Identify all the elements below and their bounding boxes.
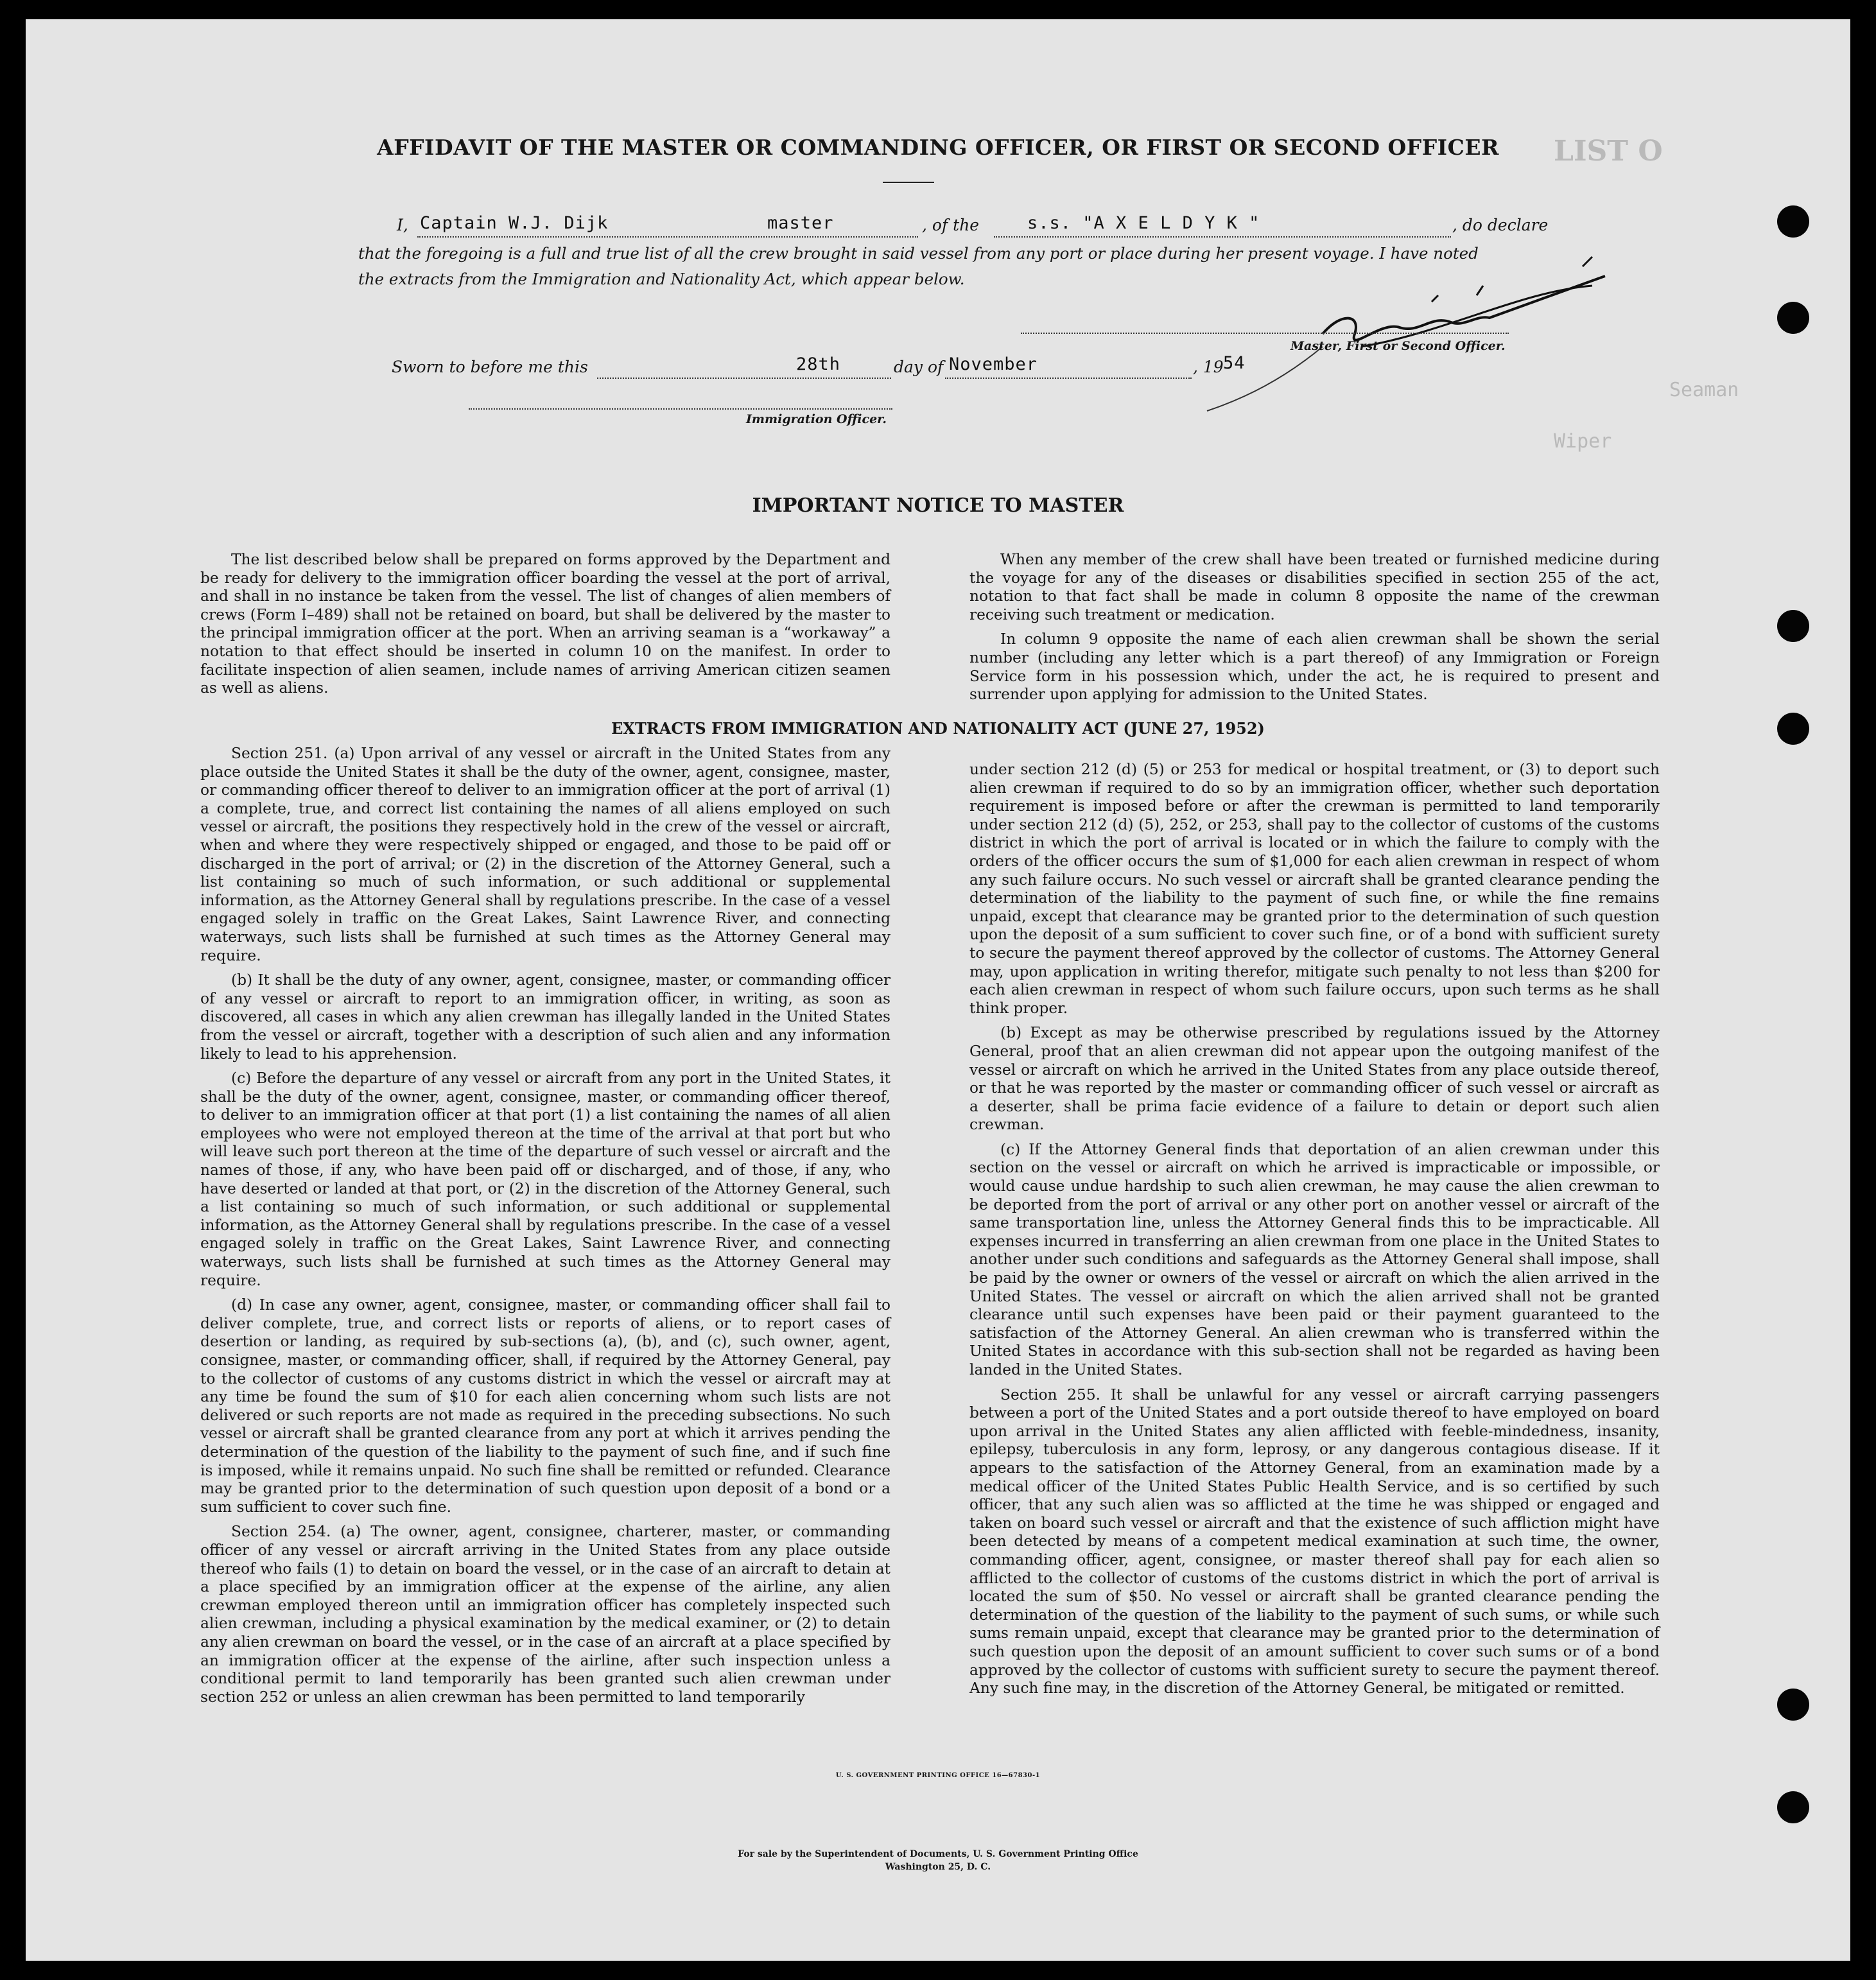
signature-caption: Master, First or Second Officer. <box>1290 339 1506 353</box>
affidavit-line1-prefix: I, <box>397 216 408 234</box>
officer-dotted-line <box>469 408 892 410</box>
year-prefix: , 19 <box>1193 358 1224 376</box>
extracts-right-column <box>969 761 1660 1705</box>
notice-right-column <box>969 551 1660 711</box>
affidavit-title: AFFIDAVIT OF THE MASTER OR COMMANDING OFFICER, OR FIRST OR SECOND OFFICER <box>377 135 1499 160</box>
sale-line-1: For sale by the Superintendent of Documents, U. S. Government Printing Office <box>738 1849 1138 1859</box>
notice-paragraph: In column 9 opposite the name of each alien crewman shall be shown the serial number (including any letter which is a part thereof) of any Immigration or Foreign Service form in his possession which, under the act, he is required to present and surrender upon applying for admission to the United States. <box>969 630 1660 704</box>
of-the-label: , of the <box>922 216 980 234</box>
section-paragraph: (c) If the Attorney General finds that deportation of an alien crewman under this section on the vessel or aircraft on which he arrived is impracticable or impossible, or would cause undue hardship to such alien crewman, he may cause the alien crewman to be deported from the port of arrival or any other port on another vessel or aircraft of the same transportation line, unless the Attorney General finds this to be impracticable. All expenses incurred in transferring an alien crewman from one place in the United States to another under such conditions and safeguards as the Attorney General shall impose, shall be paid by the owner or owners of the vessel or aircraft on which the alien arrived in the United States. The vessel or aircraft on which the alien arrived shall not be granted clearance until such expenses have been paid or their payment guaranteed to the satisfaction of the Attorney General. An alien crewman who is transferred within the United States in accordance with this sub-section shall not be regarded as having been landed in the United States. <box>969 1140 1660 1378</box>
notice-paragraph: The list described below shall be prepared on forms approved by the Department and be ready for delivery to the immigration officer boarding the vessel at the port of arrival, and shall in no instance be taken from the vessel. The list of changes of alien members of crews (Form I–489) shall not be retained on board, but shall be delivered by the master to the principal immigration officer at the port. When an arriving seaman is a “workaway” a notation to that effect should be inserted in column 10 on the manifest. In order to facilitate inspection of alien seamen, include names of arriving American citizen seamen as well as aliens. <box>200 551 890 697</box>
section-paragraph: (b) Except as may be otherwise prescribed by regulations issued by the Attorney General, proof that an alien crewman did not appear upon the outgoing manifest of the vessel or aircraft on which he arrived in the United States from any place outside thereof, or that he was reported by the master or commanding officer of such vessel or aircraft as a deserter, shall be prima facie evidence of a failure to detain or deport such alien crewman. <box>969 1024 1660 1134</box>
day-dotted-line <box>597 378 891 379</box>
extracts-left-column <box>200 745 890 1713</box>
master-signature <box>1130 250 1656 417</box>
sworn-year: 54 <box>1223 353 1246 373</box>
section-paragraph: Section 254. (a) The owner, agent, consignee, charterer, master, or commanding officer of any vessel or aircraft arriving in the United States from any place outside thereof who fails (1) to detain on board the vessel, or in the case of an aircraft to detain at a place specified by an immigration officer at the expense of the airline, any alien crewman employed thereon until an immigration officer has completely inspected such alien crewman, including a physical examination by the medical examiner, or (2) to detain any alien crewman on board the vessel, or in the case of an aircraft at a place specified by an immigration officer at the expense of the airline, after such inspection unless a conditional permit to land temporarily has been granted such alien crewman under section 252 or unless an alien crewman has been permitted to land temporarily <box>200 1523 890 1706</box>
bleed-through-mark: Wiper <box>1554 430 1612 453</box>
sworn-day: 28th <box>796 354 841 374</box>
gpo-imprint: U. S. GOVERNMENT PRINTING OFFICE 16—67830-1 <box>835 1772 1041 1779</box>
section-paragraph: (c) Before the departure of any vessel or aircraft from any port in the United States, it shall be the duty of the owner, agent, consignee, master, or commanding officer thereof, to deliver to an immigration officer at that port (1) a list containing the names of all alien employees who were not employed thereon at the time of the arrival at that port but who will leave such port thereon at the time of the departure of such vessel or aircraft and the names of those, if any, who have been paid off or discharged, and of those, if any, who have deserted or landed at that port, or (2) in the discretion of the Attorney General, such a list containing so much of such information, or such additional or supplemental information, as the Attorney General shall by regulations prescribe. In the case of a vessel engaged solely in traffic on the Great Lakes, Saint Lawrence River, and connecting waterways, such lists shall be furnished at such times as the Attorney General may require. <box>200 1070 890 1289</box>
day-of-label: day of <box>894 358 944 376</box>
section-paragraph: Section 251. (a) Upon arrival of any vessel or aircraft in the United States from any place outside the United States it shall be the duty of the owner, agent, consignee, master, or commanding officer thereof to deliver to an immigration officer at the port of arrival (1) a complete, true, and correct list containing the names of all aliens employed on such vessel or aircraft, the positions they respectively hold in the crew of the vessel or aircraft, when and where they were respectively shipped or engaged, and those to be paid off or discharged in the port of arrival; or (2) in the discretion of the Attorney General, such a list containing so much of such information, or such additional or supplemental information, as the Attorney General shall by regulations prescribe. In the case of a vessel engaged solely in traffic on the Great Lakes, Saint Lawrence River, and connecting waterways, such lists shall be furnished at such times as the Attorney General may require. <box>200 745 890 964</box>
affidavit-line2: that the foregoing is a full and true list of all the crew brought in said vessel from any port or place during her present voyage. I have noted <box>358 244 1479 263</box>
scanned-document-page <box>26 19 1850 1961</box>
master-name: Captain W.J. Dijk <box>420 213 609 233</box>
section-paragraph: under section 212 (d) (5) or 253 for medical or hospital treatment, or (3) to deport such alien crewman if required to do so by an immigration officer, whether such deportation requirement is imposed before or after the crewman is permitted to land temporarily under section 212 (d) (5), 252, or 253, shall pay to the collector of customs of the customs district in which the port of arrival is located or in which the failure to comply with the orders of the officer occurs the sum of $1,000 for each alien crewman in respect of whom any such failure occurs. No such vessel or aircraft shall be granted clearance pending the determination of the liability to the payment of such fine, or while the fine remains unpaid, except that clearance may be granted prior to the determination of such question upon the deposit of a sum sufficient to cover such fine, or of a bond with sufficient surety to secure the payment thereof approved by the collector of customs. The Attorney General may, upon application in writing therefor, mitigate such penalty to not less than $200 for each alien crewman in respect of whom such failure occurs, upon such terms as he shall think proper. <box>969 761 1660 1017</box>
sale-line-2: Washington 25, D. C. <box>885 1862 991 1872</box>
month-dotted-line <box>945 378 1192 379</box>
bleed-through-mark: LIST O <box>1554 135 1663 168</box>
signature-dotted-line <box>1021 333 1509 334</box>
master-rank: master <box>767 213 834 233</box>
binder-hole <box>1777 1689 1809 1721</box>
section-paragraph: Section 255. It shall be unlawful for any vessel or aircraft carrying passengers between a port of the United States and a port outside thereof to have employed on board upon arrival in the United States any alien afflicted with feeble-mindedness, insanity, epilepsy, tuberculosis in any form, leprosy, or any dangerous contagious disease. If it appears to the satisfaction of the Attorney General, from an examination made by a medical officer of the United States Public Health Service, and is so certified by such officer, that any such alien was so afflicted at the time he was shipped or engaged and taken on board such vessel or aircraft and that the existence of such affliction might have been detected by means of a competent medical examination at such time, the owner, commanding officer, agent, consignee, or master thereof shall pay for each alien so afflicted to the collector of customs of the customs district in which the port of arrival is located the sum of $50. No vessel or aircraft shall be granted clearance pending the determination of the question of the liability to the payment of such sums, or while such sums remain unpaid, except that clearance may be granted prior to the determination of such question upon the deposit of an amount sufficient to cover such sums or of a bond approved by the collector of customs with sufficient surety to secure the payment thereof. Any such fine may, in the discretion of the Attorney General, be mitigated or remitted. <box>969 1385 1660 1698</box>
notice-left-column <box>200 551 890 704</box>
affidavit-line3: the extracts from the Immigration and Nationality Act, which appear below. <box>358 270 965 288</box>
do-declare-label: , do declare <box>1452 216 1549 234</box>
notice-paragraph: When any member of the crew shall have been treated or furnished medicine during the voyage for any of the diseases or disabilities specified in section 255 of the act, notation to that fact shall be made in column 8 opposite the name of the crewman receiving such treatment or medication. <box>969 551 1660 623</box>
sale-notice <box>26 1848 1850 1873</box>
section-paragraph: (d) In case any owner, agent, consignee, master, or commanding officer shall fail to deliver complete, true, and correct lists or reports of aliens, or to report cases of desertion or landing, as required by sub-sections (a), (b), and (c), such owner, agent, consignee, master, or commanding officer, shall, if required by the Attorney General, pay to the collector of customs of any customs district in which the vessel or aircraft may at any time be found the sum of $10 for each alien concerning whom such lists are not delivered or such reports are not made as required in the preceding subsections. No such vessel or aircraft shall be granted clearance from any port at which it arrives pending the determination of the question of the liability to the payment of such fine, and if such fine is imposed, while it remains unpaid. No such fine shall be remitted or refunded. Clearance may be granted prior to the determination of such question upon deposit of a bond or a sum sufficient to cover such fine. <box>200 1296 890 1516</box>
officer-caption: Immigration Officer. <box>746 412 887 426</box>
bleed-through-mark: Seaman <box>1669 379 1739 401</box>
binder-hole <box>1777 205 1809 238</box>
notice-title: IMPORTANT NOTICE TO MASTER <box>752 494 1124 517</box>
extracts-title: EXTRACTS FROM IMMIGRATION AND NATIONALITY ACT (JUNE 27, 1952) <box>611 719 1265 738</box>
sworn-label: Sworn to before me this <box>392 358 588 376</box>
section-paragraph: (b) It shall be the duty of any owner, agent, consignee, master, or commanding officer of any vessel or aircraft to report to an immigration officer, in writing, as soon as discovered, all cases in which any alien crewman has illegally landed in the United States from the vessel or aircraft, together with a description of such alien and any information likely to lead to his apprehension. <box>200 971 890 1063</box>
vessel-dotted-line <box>994 236 1451 238</box>
binder-hole <box>1777 1791 1809 1823</box>
title-underline <box>883 182 934 183</box>
binder-hole <box>1777 302 1809 334</box>
name-dotted-line <box>417 236 918 238</box>
vessel-name: s.s. "A X E L D Y K " <box>1027 213 1260 233</box>
binder-hole <box>1777 610 1809 642</box>
sworn-month: November <box>949 354 1038 374</box>
